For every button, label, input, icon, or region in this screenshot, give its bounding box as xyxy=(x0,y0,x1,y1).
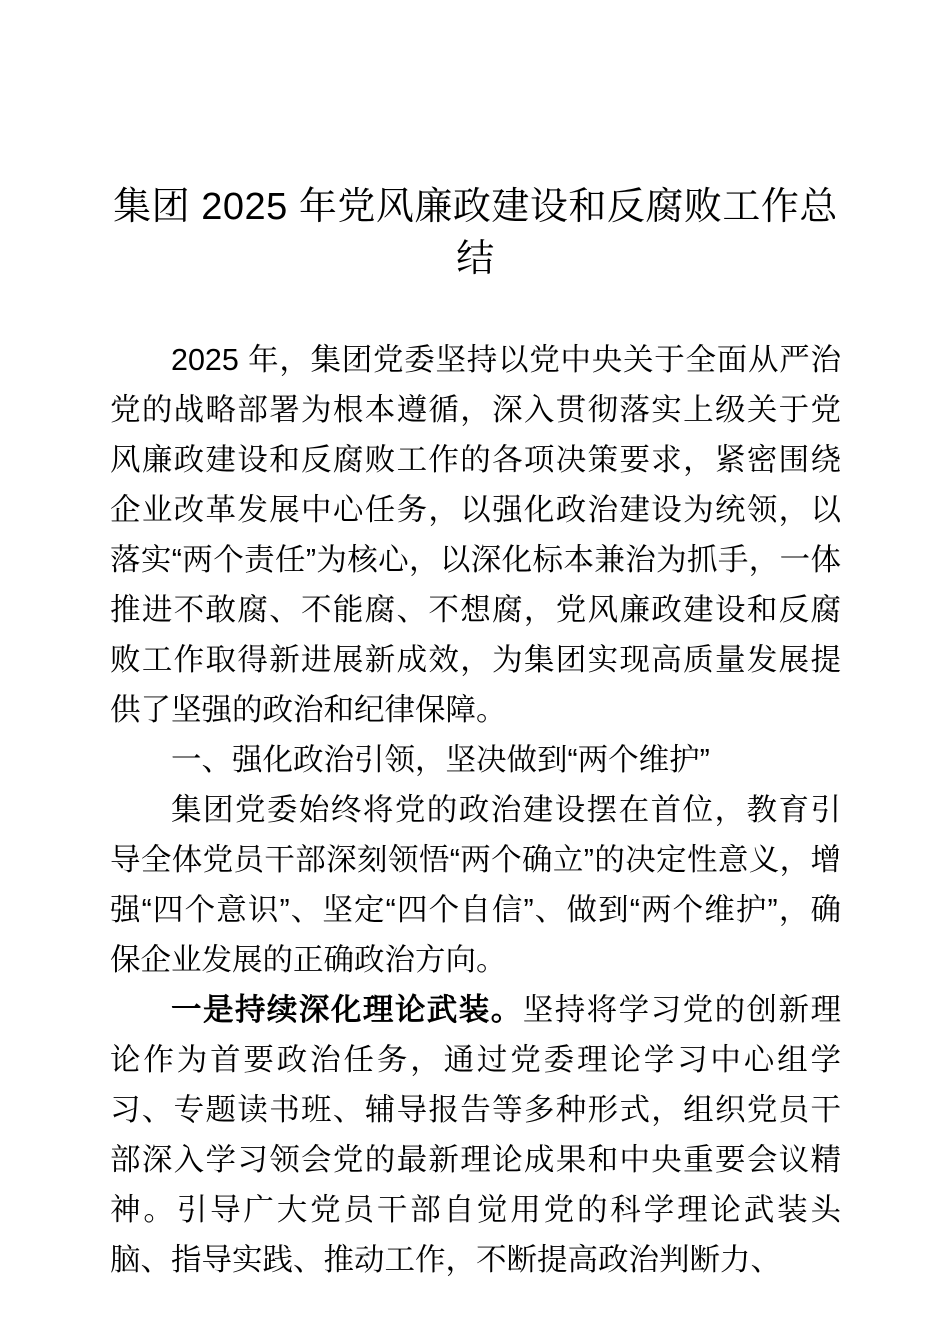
paragraph-section-1-intro: 集团党委始终将党的政治建设摆在首位，教育引导全体党员干部深刻领悟“两个确立”的决定性意义，增强“四个意识”、坚定“四个自信”、做到“两个维护”，确保企业发展的正确政治方向。 xyxy=(110,793,841,977)
paragraph-intro: 2025 年，集团党委坚持以党中央关于全面从严治党的战略部署为根本遵循，深入贯彻落实上级关于党风廉政建设和反腐败工作的各项决策要求，紧密围绕企业改革发展中心任务，以强化政治建设为统领，以落实“两个责任”为核心，以深化标本兼治为抓手，一体推进不敢腐、不能腐、不想腐，党风廉政建设和反腐败工作取得新进展新成效，为集团实现高质量发展提供了坚强的政治和纪律保障。 xyxy=(110,343,841,727)
point-1-bold-lead: 一是持续深化理论武装。 xyxy=(171,993,523,1027)
paragraph-point-1 xyxy=(110,985,841,1285)
point-1-text: 坚持将学习党的创新理论作为首要政治任务，通过党委理论学习中心组学习、专题读书班、辅导报告等多种形式，组织党员干部深入学习领会党的最新理论成果和中央重要会议精神。引导广大党员干部自觉用党的科学理论武装头脑、指导实践、推动工作，不断提高政治判断力、 xyxy=(110,993,842,1277)
page-title: 集团 2025 年党风廉政建设和反腐败工作总结 xyxy=(113,186,838,280)
section-heading-1: 一、强化政治引领，坚决做到“两个维护” xyxy=(171,743,710,777)
document-body xyxy=(110,0,841,1285)
